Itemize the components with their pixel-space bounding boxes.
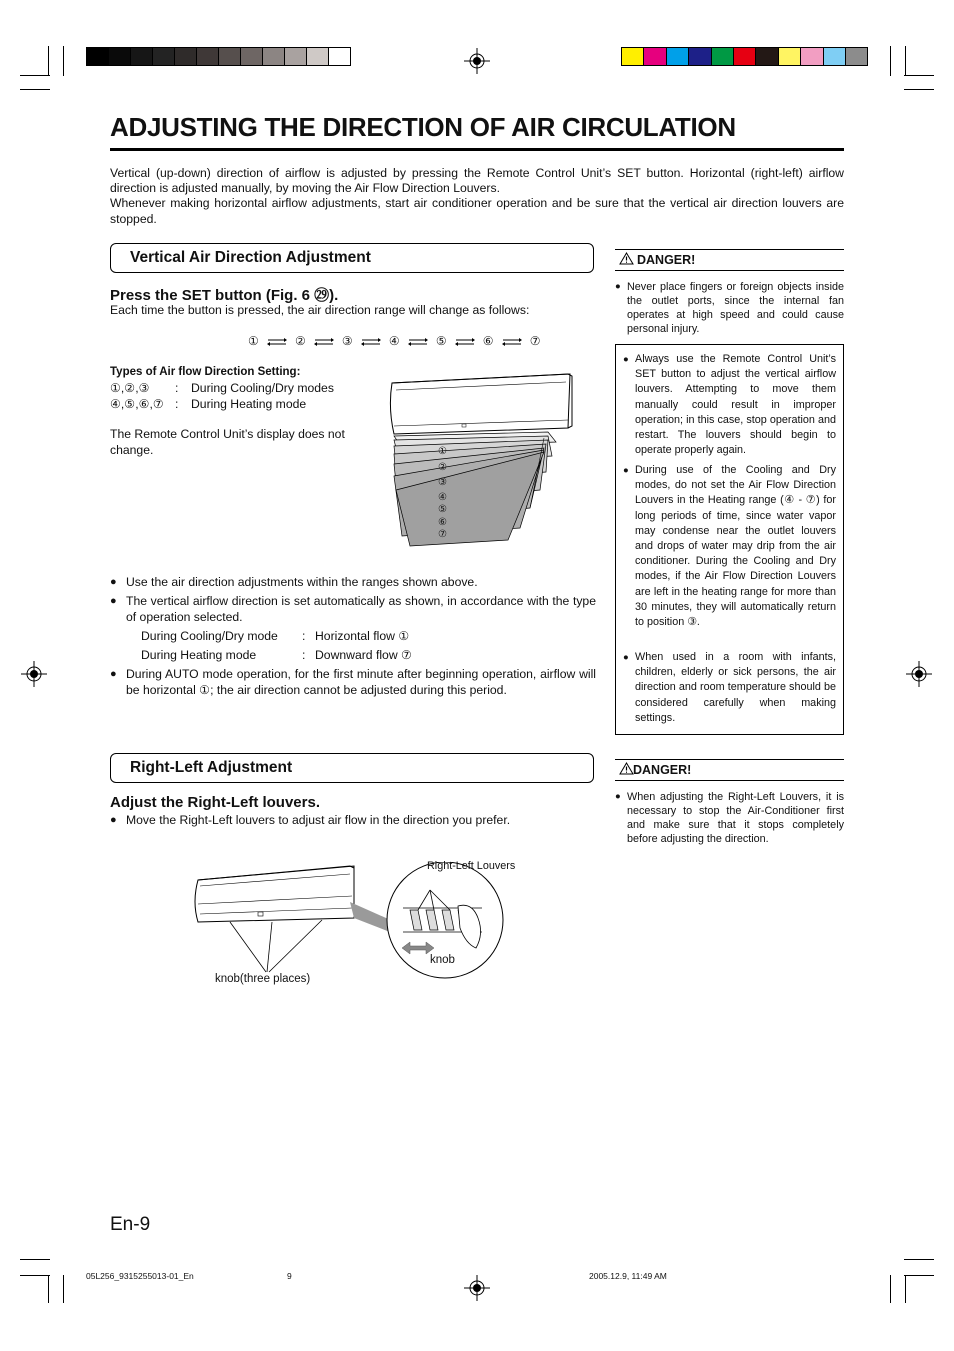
intro-text [110, 166, 844, 227]
swap-arrows-icon [263, 334, 291, 348]
swap-arrows-icon [451, 334, 479, 348]
seq-item: ③ [341, 334, 354, 348]
registration-mark-left-icon [21, 661, 47, 687]
auto-flow: Downward flow ⑦ [315, 648, 412, 662]
calibration-swatch [733, 47, 756, 66]
types-heading: Types of Air flow Direction Setting: [110, 366, 301, 378]
bullet-item: ● Move the Right-Left louvers to adjust air flow in the direction you prefer. [110, 813, 596, 829]
auto-mode: During Cooling/Dry mode [141, 629, 278, 643]
figure-label: ④ [438, 492, 447, 503]
calibration-swatch [621, 47, 644, 66]
auto-sep: : [302, 629, 306, 643]
section-header-vertical [110, 243, 594, 273]
figure-label: ⑦ [438, 528, 447, 540]
calibration-swatch [86, 47, 109, 66]
bullet-item: ● The vertical airflow direction is set automatically as shown, in accordance with the type of operation selected. [110, 594, 596, 625]
danger-text: ● Never place fingers or foreign objects inside the outlet ports, since the internal fan operates at high speed and could cause personal injury. [615, 280, 844, 336]
figure-label: ③ [438, 477, 447, 489]
calibration-swatch [240, 47, 263, 66]
bullet-item: ● Use the air direction adjustments within the ranges shown above. [110, 575, 596, 591]
swap-arrows-icon [357, 334, 385, 348]
type-mode: During Cooling/Dry modes [191, 381, 334, 395]
danger-label: DANGER! [637, 253, 696, 267]
direction-sequence [248, 334, 541, 348]
section-title: Right-Left Adjustment [130, 759, 293, 776]
type-codes: ①,②,③ [110, 381, 150, 395]
type-codes: ④,⑤,⑥,⑦ [110, 397, 164, 411]
registration-mark-right-icon [906, 661, 932, 687]
figure-label: ⑤ [438, 504, 447, 516]
seq-item: ① [248, 334, 260, 348]
seq-item: ② [294, 334, 307, 348]
seq-item: ⑤ [435, 334, 448, 348]
press-set-text: Each time the button is pressed, the air direction range will change as follows: [110, 303, 530, 317]
calibration-swatch [778, 47, 801, 66]
footer-file: 05L256_9315255013-01_En [86, 1271, 194, 1281]
calibration-swatch [800, 47, 823, 66]
footer-sheet: 9 [287, 1271, 292, 1281]
calibration-swatch [306, 47, 329, 66]
auto-mode: During Heating mode [141, 648, 257, 662]
warning-item: ● During use of the Cooling and Dry modes, do not set the Air Flow Direction Louvers in the Heating range (④ - ⑦) for long periods of time, since water vapor may condense near the outlet louvers and drops of water may drip from the air conditioner. During the Cooling and Dry modes, if the Air Flow Direction Louvers are left in the heating range for more than 30 minutes, they will automatically return to position ③. [623, 463, 836, 630]
calibration-swatch [108, 47, 131, 66]
page-number: En-9 [110, 1214, 151, 1235]
danger-header [615, 249, 844, 271]
seq-item: ④ [388, 334, 401, 348]
page-title: ADJUSTING THE DIRECTION OF AIR CIRCULATION [110, 112, 736, 142]
warning-item: ● Always use the Remote Control Unit’s SET button to adjust the vertical airflow louvers. Attempting to move them manually could result in improper operation; in this case, stop operation and restart. The louvers should begin to operate properly again. [623, 352, 836, 458]
calibration-swatch [262, 47, 285, 66]
warning-triangle-icon [619, 252, 634, 265]
rightleft-louver-figure [190, 862, 520, 982]
louvers-label: Right-Left Louvers [427, 860, 516, 872]
calibration-swatch [688, 47, 711, 66]
display-note: The Remote Control Unit’s display does not change. [110, 427, 345, 457]
calibration-swatch [218, 47, 241, 66]
calibration-swatch [174, 47, 197, 66]
intro-paragraph: Vertical (up-down) direction of airflow is adjusted by pressing the Remote Control Unit’s SET button. Horizontal (right-left) airflow direction is adjusted manually, by moving the Air Flow Direction Louvers. [110, 166, 844, 196]
section-header-rightleft [110, 753, 594, 783]
danger-text: ● When adjusting the Right-Left Louvers, it is necessary to stop the Air-Conditioner first and make sure that it stops completely before adjusting the direction. [615, 790, 844, 846]
type-row [110, 381, 150, 397]
calibration-swatch [666, 47, 689, 66]
swap-arrows-icon [498, 334, 526, 348]
registration-mark-top-icon [464, 48, 490, 74]
footer-date: 2005.12.9, 11:49 AM [589, 1271, 667, 1281]
calibration-swatch [284, 47, 307, 66]
section-title: Vertical Air Direction Adjustment [130, 249, 371, 266]
type-sep: : [175, 397, 179, 411]
intro-paragraph: Whenever making horizontal airflow adjustments, start air conditioner operation and be sure that the vertical air direction louvers are stopped. [110, 196, 844, 226]
calibration-swatch [196, 47, 219, 66]
danger-label: DANGER! [633, 763, 692, 777]
swap-arrows-icon [404, 334, 432, 348]
registration-mark-bottom-icon [464, 1275, 490, 1301]
calibration-swatch [130, 47, 153, 66]
calibration-swatch [328, 47, 351, 66]
auto-sep: : [302, 648, 306, 662]
calibration-swatch [643, 47, 666, 66]
rightleft-subhead: Adjust the Right-Left louvers. [110, 794, 320, 811]
seq-item: ⑦ [529, 334, 541, 348]
calibration-swatch [845, 47, 868, 66]
press-set-subhead: Press the SET button (Fig. 6 ㉙). [110, 287, 339, 304]
title-rule [110, 148, 844, 151]
calibration-swatch [823, 47, 846, 66]
calibration-swatch [711, 47, 734, 66]
seq-item: ⑥ [482, 334, 495, 348]
calibration-swatch [152, 47, 175, 66]
auto-flow: Horizontal flow ① [315, 629, 410, 643]
warning-item: ● When used in a room with infants, children, elderly or sick persons, the air direction and room temperature should be considered carefully when making settings. [623, 650, 836, 726]
knob-label: knob [430, 954, 455, 966]
figure-labels [438, 492, 447, 541]
figure-label: ② [438, 461, 447, 473]
figure-label: ⑥ [438, 516, 447, 528]
bullet-item: ● During AUTO mode operation, for the first minute after beginning operation, airflow will be horizontal ①; the air direction cannot be adjusted during this period. [110, 667, 596, 698]
danger-header [615, 759, 844, 781]
vertical-louver-figure [380, 368, 580, 553]
calibration-swatch [755, 47, 778, 66]
knob-three-label: knob(three places) [215, 973, 311, 985]
figure-labels [438, 444, 447, 491]
swap-arrows-icon [310, 334, 338, 348]
figure-label: ① [438, 446, 447, 457]
warning-triangle-icon [619, 762, 634, 775]
type-mode: During Heating mode [191, 397, 307, 411]
type-sep: : [175, 381, 179, 395]
